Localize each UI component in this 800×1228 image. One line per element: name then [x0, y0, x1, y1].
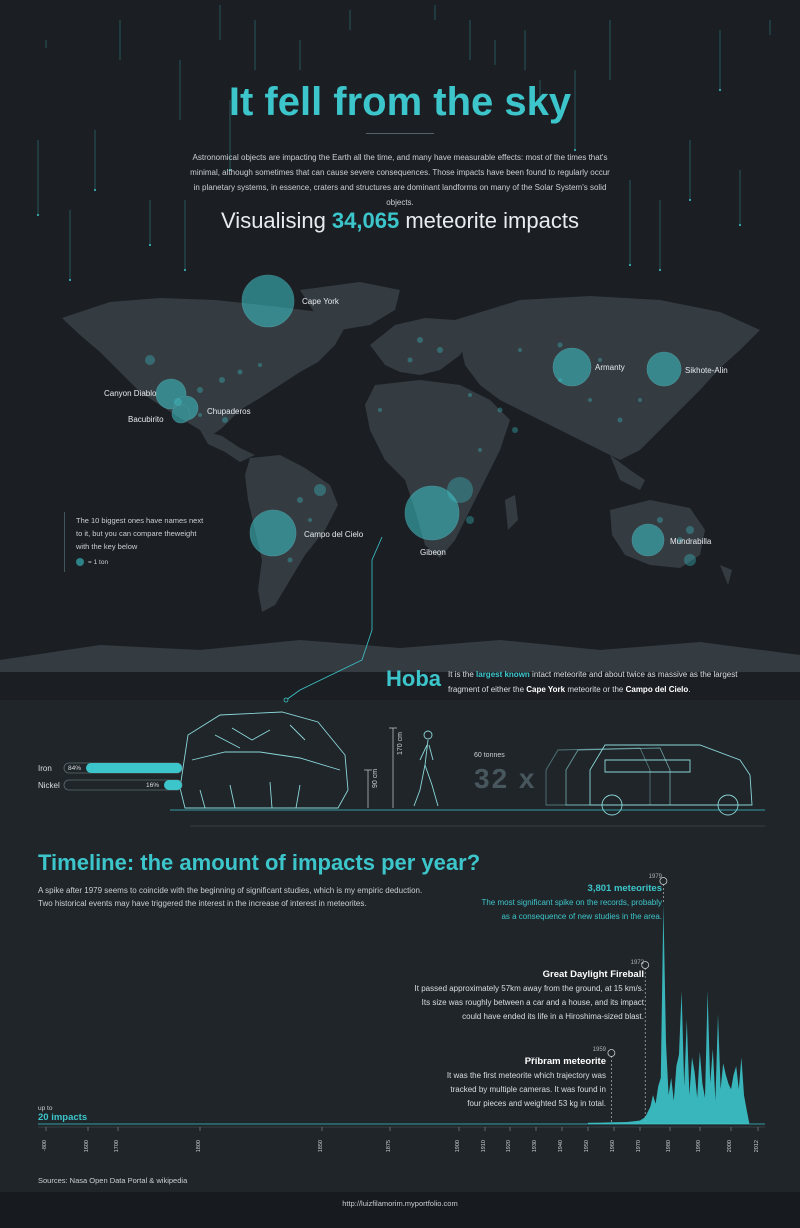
x-tick-label: 1960: [610, 1140, 616, 1153]
hoba-text-3: meteorite or the: [565, 685, 626, 694]
sources: Sources: Nasa Open Data Portal & wikipedia: [38, 1176, 188, 1185]
timeline-text-1: A spike after 1979 seems to coincide with the beginning of significant studies, which is my empiric deduction.: [38, 886, 423, 895]
page-title: It fell from the sky: [228, 80, 572, 124]
x-tick-label: -800: [42, 1140, 48, 1152]
x-tick-label: 1920: [506, 1140, 512, 1153]
hoba-text-1: It is the: [448, 670, 477, 679]
hoba-title: Hoba: [386, 666, 441, 691]
x-tick-label: 1910: [481, 1140, 487, 1153]
subtitle-post: meteorite impacts: [399, 208, 579, 233]
x-tick-label: 1875: [386, 1140, 392, 1153]
x-tick-label: 1800: [196, 1140, 202, 1153]
nickel-label: Nickel: [38, 781, 60, 790]
hoba-campo: Campo del Cielo: [625, 685, 689, 694]
label-gibeon: Gibeon: [420, 548, 446, 557]
timeline-text-2: Two historical events may have triggered the interest in the increase of interest in meteorites.: [38, 899, 367, 908]
annotation-1979-year: 1979: [648, 874, 662, 880]
legend-key-label: = 1 ton: [88, 559, 109, 566]
rock-height-label: 90 cm: [372, 768, 379, 788]
annotation-marker: [608, 1050, 615, 1057]
label-cape-york: Cape York: [302, 297, 339, 306]
x-tick-label: 1970: [636, 1140, 642, 1153]
label-chupaderos: Chupaderos: [207, 407, 251, 416]
x-tick-label: 1850: [318, 1140, 324, 1153]
hoba-cape-york: Cape York: [526, 685, 566, 694]
map-legend-text: The 10 biggest ones have names next to it, but you can compare theweight with the key below: [76, 516, 204, 551]
nickel-pct: 16%: [146, 782, 160, 789]
annotation-marker: [642, 962, 649, 969]
annotation-1972-body-1: It passed approximately 57km away from the ground, at 15 km/s.: [414, 984, 644, 993]
hoba-largest: largest known: [476, 670, 530, 679]
iron-pct: 84%: [68, 765, 82, 772]
label-campo-del-cielo: Campo del Cielo: [304, 530, 364, 539]
x-tick-label: 1930: [532, 1140, 538, 1153]
hoba-text-4: .: [688, 685, 691, 694]
label-bacubirito: Bacubirito: [128, 415, 164, 424]
x-tick-label: 1600: [84, 1140, 90, 1153]
hoba-text-2: intact meteorite and about twice as massive as the largest fragment of either the: [448, 670, 738, 694]
timeline-title: Timeline: the amount of impacts per year?: [38, 850, 481, 875]
x-tick-label: 1940: [558, 1140, 564, 1153]
x-tick-label: 1950: [584, 1140, 590, 1153]
annotation-marker: [660, 878, 667, 885]
x-tick-label: 1990: [696, 1140, 702, 1153]
impact-count: 34,065: [331, 208, 400, 233]
x-tick-label: 1700: [114, 1140, 120, 1153]
timeline-area: [588, 904, 749, 1124]
annotation-1959-year: 1959: [592, 1047, 606, 1053]
label-mundrabilla: Mundrabilla: [670, 537, 712, 546]
intro-text: Astronomical objects are impacting the Earth all the time, and many have measurable effects: most of the times that's minimal, although sometimes that can cause severe consequences. Those impacts have been found to regularly occur in planetary systems, in essence, craters and structures are dominant landforms on many of the Solar System's solid objects.: [190, 153, 610, 207]
annotation-1972-body-3: could have ended its life in a Hiroshima-sized blast.: [462, 1012, 644, 1021]
upto-label: up to: [38, 1105, 53, 1112]
x-tick-label: 1900: [455, 1140, 461, 1153]
x-tick-label: 2000: [727, 1140, 733, 1153]
annotation-1979-body-1: The most significant spike on the records, probably: [481, 898, 662, 907]
label-sikhote-alin: Sikhote-Alin: [685, 366, 728, 375]
x-tick-label: 2012: [754, 1140, 760, 1153]
annotation-1979-body-2: as a consequence of new studies in the area.: [501, 912, 662, 921]
footer: [0, 1192, 800, 1228]
person-height-label: 170 cm: [397, 732, 404, 755]
label-armanty: Armanty: [595, 363, 625, 372]
subtitle-pre: Visualising: [221, 208, 332, 233]
label-canyon-diablo: Canyon Diablo: [104, 389, 157, 398]
annotation-1972-head: Great Daylight Fireball: [542, 969, 644, 980]
times-label: 32 x: [474, 763, 537, 794]
upto-value: 20 impacts: [38, 1112, 88, 1123]
annotation-1979-head: 3,801 meteorites: [587, 883, 662, 894]
iron-label: Iron: [38, 764, 52, 773]
annotation-1959-body-1: It was the first meteorite which trajectory was: [446, 1071, 606, 1080]
tonnes-label: 60 tonnes: [474, 752, 505, 759]
annotation-1959-body-2: tracked by multiple cameras. It was found in: [450, 1085, 606, 1094]
annotation-1959-head: Příbram meteorite: [524, 1056, 606, 1067]
footer-url[interactable]: http://luizfilamorim.myportfolio.com: [342, 1199, 458, 1208]
annotation-1959-body-3: four pieces and weighted 53 kg in total.: [467, 1099, 606, 1108]
x-tick-label: 1980: [666, 1140, 672, 1153]
annotation-1972-year: 1972: [630, 960, 644, 966]
annotation-1972-body-2: Its size was roughly between a car and a house, and its impact: [421, 998, 644, 1007]
